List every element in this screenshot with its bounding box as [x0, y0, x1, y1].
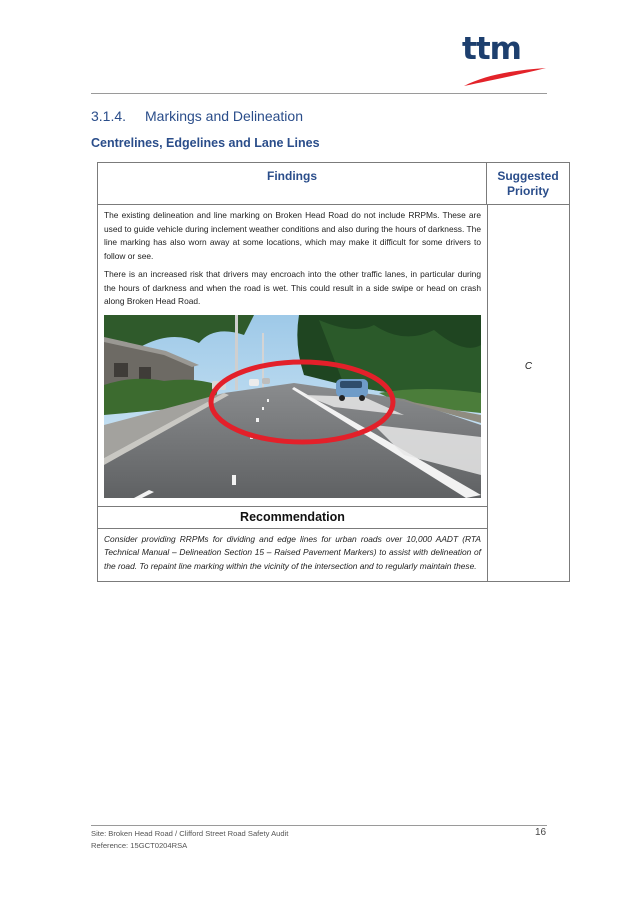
header-divider [91, 93, 547, 94]
section-title: Markings and Delineation [145, 108, 303, 124]
table-header-row [98, 163, 569, 205]
priority-cell [488, 205, 569, 581]
ttm-logo [462, 31, 548, 90]
recommendation-text: Consider providing RRPMs for dividing and edge lines for urban roads over 10,000 AADT (RTA Technical Manual – Delineation Section 15 – Raised Pavement Markers) to assist with delineation of the road. To repaint line marking within the vicinity of the intersection and to regularly maintain these. [104, 533, 481, 571]
table-body-row [98, 205, 569, 581]
priority-column-header [487, 163, 569, 204]
road-photo-illustration [104, 315, 481, 498]
footer-divider [91, 825, 547, 826]
priority-value: C [524, 361, 533, 372]
priority-header-line1: Suggested [497, 169, 559, 183]
findings-table [97, 162, 570, 582]
findings-column-header: Findings [98, 163, 487, 204]
priority-header-line2: Priority [506, 184, 549, 198]
findings-paragraph-2: There is an increased risk that drivers may encroach into the other traffic lanes, in particular during the hours of darkness and when the road is wet. This could result in a side swipe or head on crash along Broken Head Road. [104, 269, 481, 306]
footer-reference: Reference: 15GCT0204RSA [91, 841, 188, 850]
recommendation-heading: Recommendation [98, 506, 487, 529]
page-number: 16 [535, 827, 547, 838]
footer-site: Site: Broken Head Road / Clifford Street Road Safety Audit [91, 829, 289, 838]
section-heading [91, 108, 303, 124]
logo-text: ttm [462, 31, 521, 67]
section-number: 3.1.4. [91, 108, 127, 124]
findings-cell [98, 205, 488, 581]
findings-paragraph-1: The existing delineation and line marking on Broken Head Road do not include RRPMs. These are used to guide vehicle during inclement weather conditions and also during the hours of darkness. The line marking has also worn away at some locations, which may make it difficult for some drivers to follow or see. [104, 210, 481, 261]
subsection-heading: Centrelines, Edgelines and Lane Lines [91, 136, 320, 150]
road-photo [104, 315, 481, 498]
logo-swoosh-icon [462, 64, 548, 88]
findings-text [98, 205, 487, 309]
